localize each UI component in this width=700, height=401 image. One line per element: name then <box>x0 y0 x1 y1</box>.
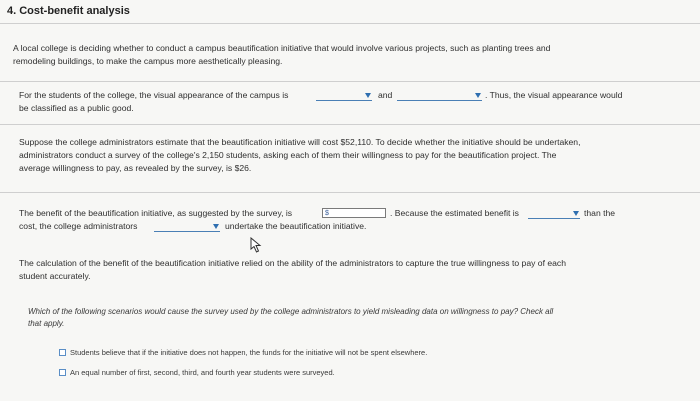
calculation-line-2: student accurately. <box>19 271 91 281</box>
classification-dropdown-2[interactable] <box>397 91 482 101</box>
section-divider <box>0 192 700 193</box>
survey-line-2: administrators conduct a survey of the college's 2,150 students, asking each of them their willingness to pay for the beautification project. The <box>19 150 557 160</box>
chevron-down-icon <box>365 93 371 98</box>
benefit-comparison-dropdown[interactable] <box>528 209 580 219</box>
benefit-text-because: . Because the estimated benefit is <box>390 208 519 218</box>
classification-dropdown-1[interactable] <box>316 91 372 101</box>
classification-text-after: . Thus, the visual appearance would <box>485 90 623 100</box>
benefit-text-than: than the <box>584 208 616 218</box>
benefit-line-2-after: undertake the beautification initiative. <box>225 221 367 231</box>
section-divider <box>0 124 700 125</box>
option-checkbox-1[interactable] <box>59 349 66 356</box>
option-label-1[interactable]: Students believe that if the initiative does not happen, the funds for the initiative will not be spent elsewhere. <box>70 348 428 357</box>
survey-line-3: average willingness to pay, as revealed by the survey, is $26. <box>19 163 252 173</box>
survey-line-1: Suppose the college administrators estimate that the beautification initiative will cost $52,110. To decide whether the initiative should be undertaken, <box>19 137 581 147</box>
calculation-line-1: The calculation of the benefit of the beautification initiative relied on the ability of the administrators to capture the true willingness to pay of each <box>19 258 566 268</box>
classification-line-2: be classified as a public good. <box>19 103 134 113</box>
intro-line-1: A local college is deciding whether to conduct a campus beautification initiative that would involve various projects, such as planting trees and <box>13 43 551 53</box>
benefit-line-2-before: cost, the college administrators <box>19 221 138 231</box>
question-line-2: that apply. <box>28 319 65 328</box>
option-checkbox-2[interactable] <box>59 369 66 376</box>
section-divider <box>0 81 700 82</box>
page-title: 4. Cost-benefit analysis <box>7 5 130 17</box>
classification-and: and <box>378 90 393 100</box>
benefit-decision-dropdown[interactable] <box>154 222 220 232</box>
mouse-pointer-icon <box>250 237 262 253</box>
benefit-input[interactable]: $ <box>322 208 386 218</box>
question-line-1: Which of the following scenarios would cause the survey used by the college administrators to yield misleading data on willingness to pay? Check all <box>28 307 554 316</box>
option-label-2[interactable]: An equal number of first, second, third, and fourth year students were surveyed. <box>70 368 335 377</box>
chevron-down-icon <box>573 211 579 216</box>
chevron-down-icon <box>213 224 219 229</box>
title-divider <box>0 23 700 24</box>
classification-text-before: For the students of the college, the visual appearance of the campus is <box>19 90 289 100</box>
chevron-down-icon <box>475 93 481 98</box>
intro-line-2: remodeling buildings, to make the campus more aesthetically pleasing. <box>13 56 283 66</box>
benefit-text-before: The benefit of the beautification initiative, as suggested by the survey, is <box>19 208 293 218</box>
